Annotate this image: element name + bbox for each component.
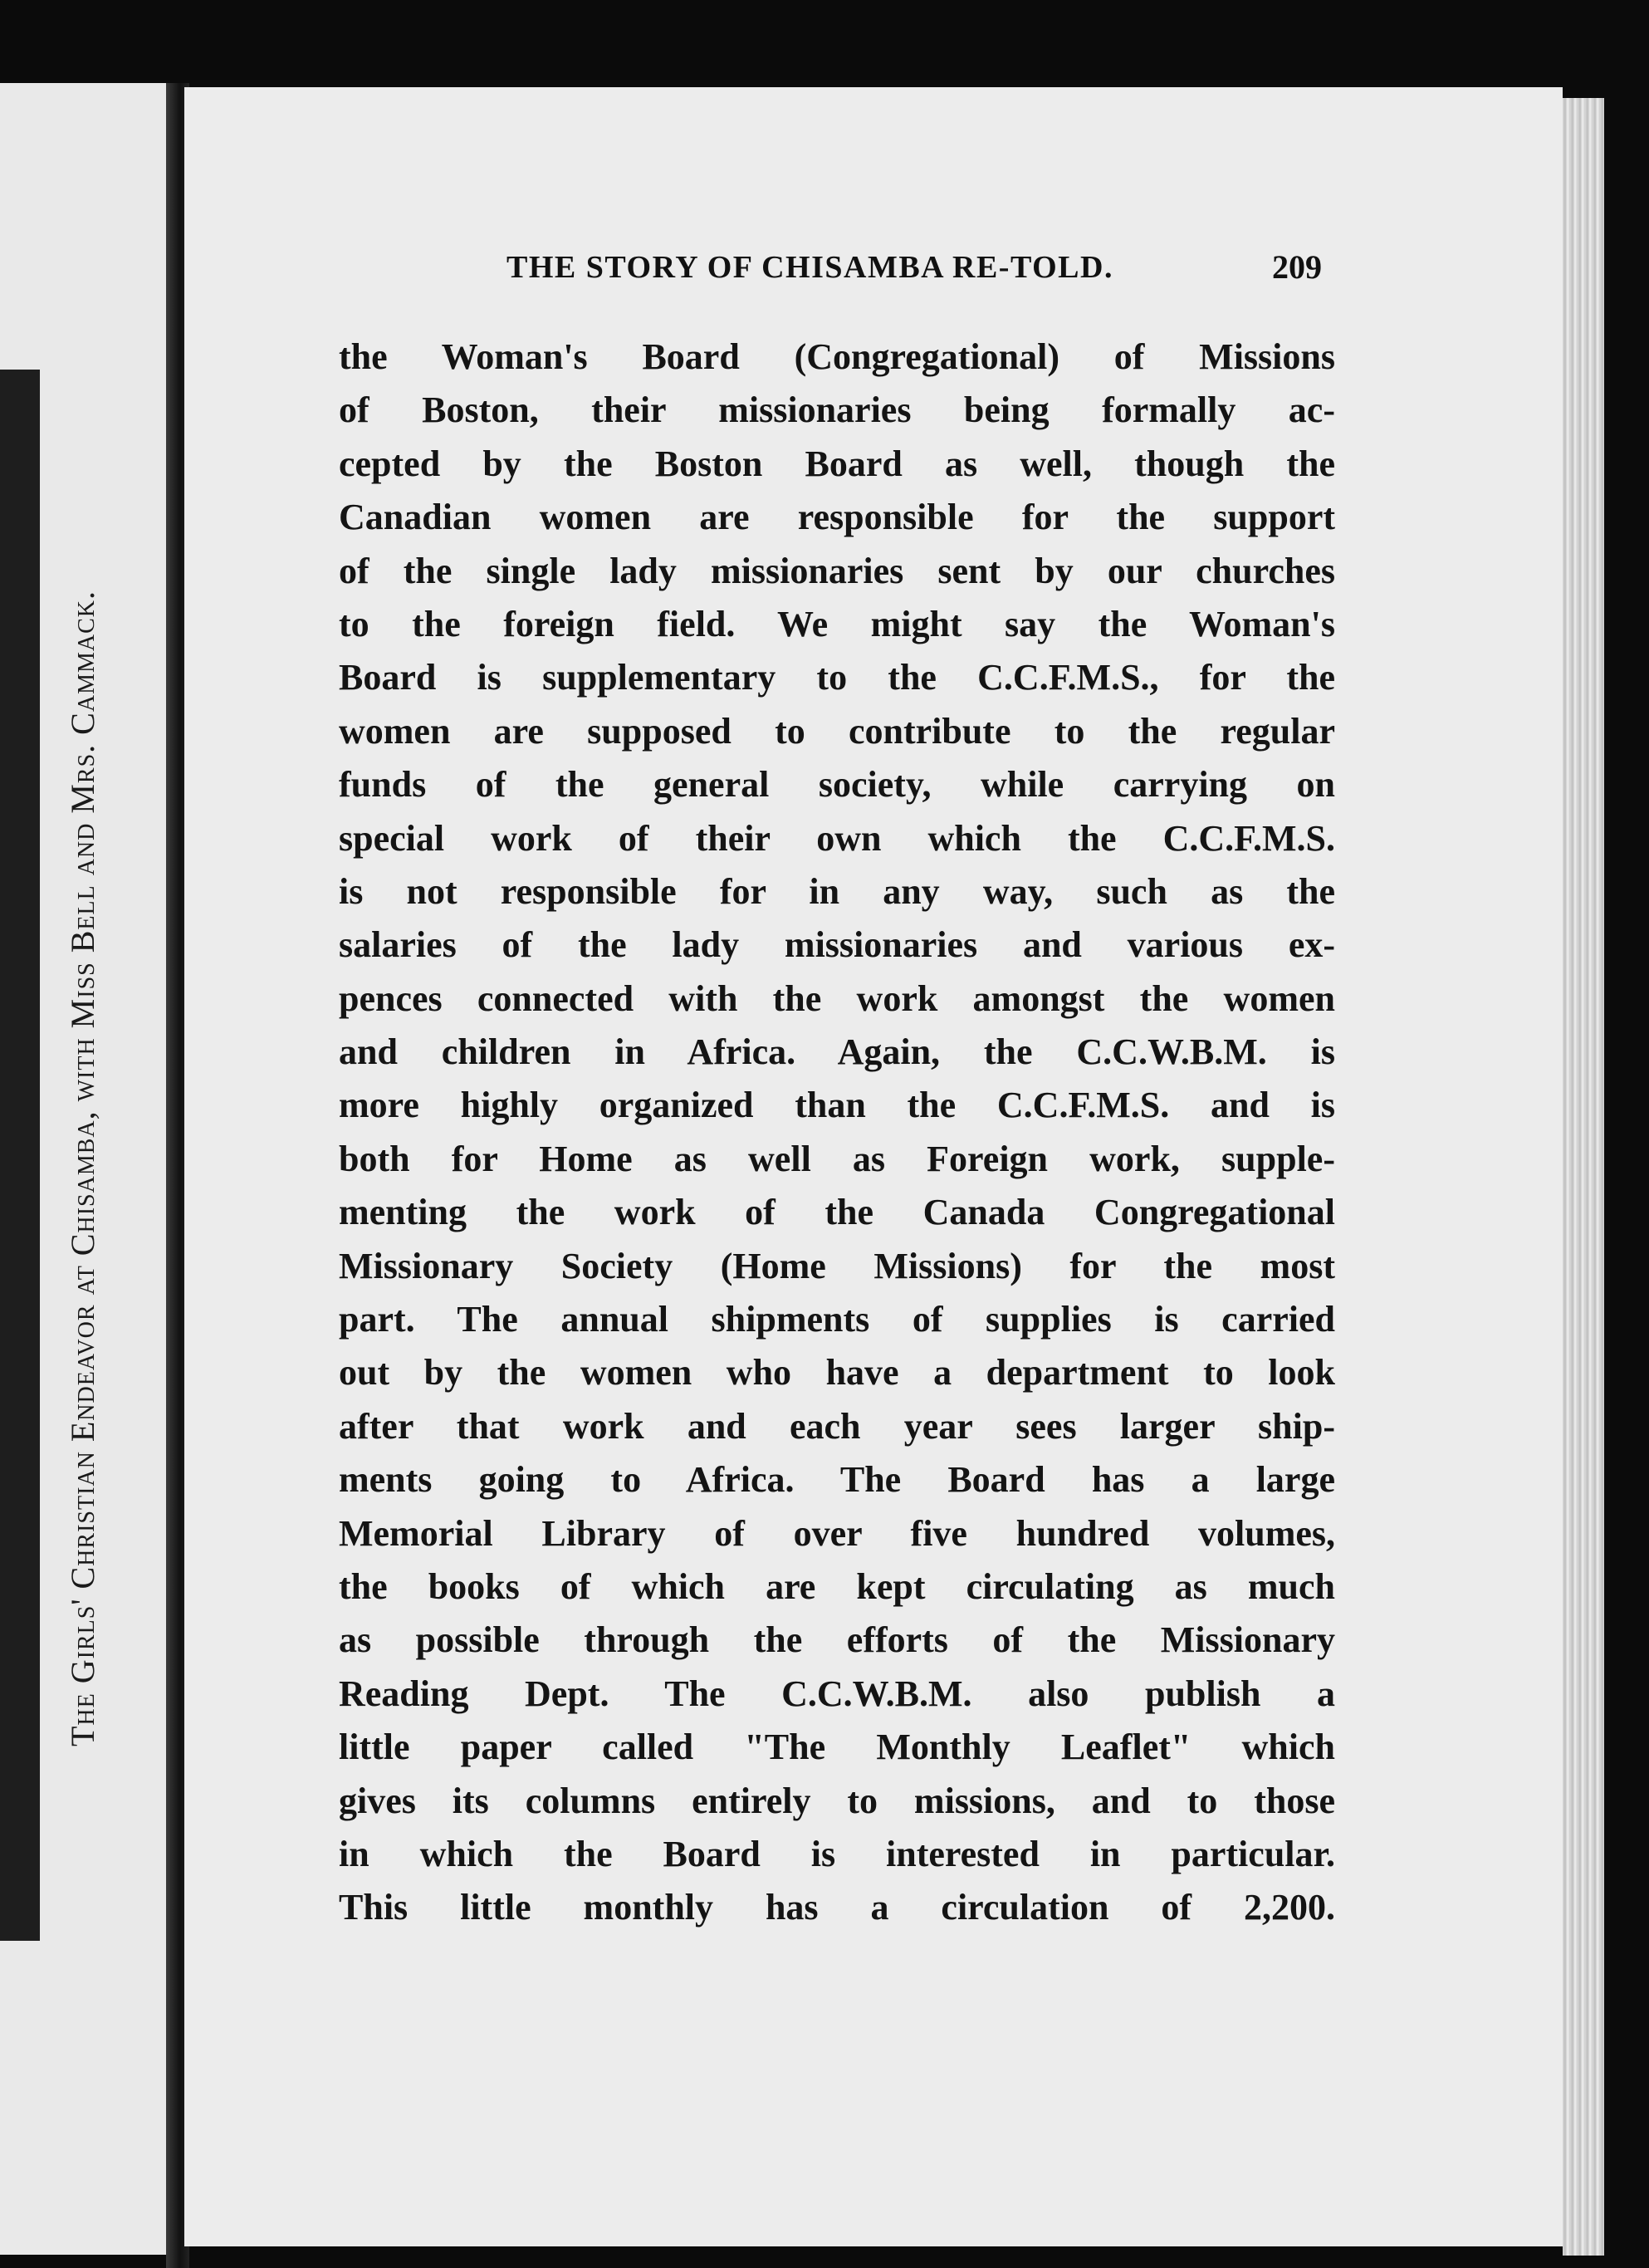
text-line: the Woman's Board (Congregational) of Missions [339, 336, 1335, 377]
text-line: more highly organized than the C.C.F.M.S. and is [339, 1085, 1335, 1126]
text-line: and children in Africa. Again, the C.C.W.B.M. is [339, 1031, 1335, 1073]
text-line: of Boston, their missionaries being formally ac- [339, 389, 1335, 431]
page-number: 209 [1272, 248, 1322, 286]
text-line: menting the work of the Canada Congregational [339, 1192, 1335, 1233]
text-line: Board is supplementary to the C.C.F.M.S., for the [339, 657, 1335, 698]
text-line: women are supposed to contribute to the regular [339, 710, 1335, 752]
text-line: Canadian women are responsible for the support [339, 497, 1335, 538]
text-line: the books of which are kept circulating as much [339, 1565, 1335, 1607]
text-line: Missionary Society (Home Missions) for the most [339, 1245, 1335, 1286]
text-line: is not responsible for in any way, such as the [339, 870, 1335, 912]
facing-page-photo-edge [0, 370, 40, 1941]
text-line: special work of their own which the C.C.F.M.S. [339, 817, 1335, 859]
rotated-plate-caption: The Girls' Christian Endeavor at Chisamba, with Miss Bell and Mrs. Cammack. [64, 590, 101, 1746]
text-line: as possible through the efforts of the Missionary [339, 1619, 1335, 1661]
text-line: This little monthly has a circulation of 2,200. [339, 1887, 1335, 1928]
page-stack-edge [1563, 98, 1604, 2256]
running-head: THE STORY OF CHISAMBA RE-TOLD. [506, 250, 1113, 285]
text-line: in which the Board is interested in particular. [339, 1833, 1335, 1874]
text-line: to the foreign field. We might say the Woman's [339, 603, 1335, 644]
text-line: both for Home as well as Foreign work, supple- [339, 1138, 1335, 1179]
text-line: cepted by the Boston Board as well, though the [339, 443, 1335, 484]
text-line: Reading Dept. The C.C.W.B.M. also publish a [339, 1673, 1335, 1714]
text-line: salaries of the lady missionaries and various ex- [339, 924, 1335, 966]
text-line: part. The annual shipments of supplies is carried [339, 1299, 1335, 1340]
body-text [339, 331, 1335, 1935]
text-line: funds of the general society, while carrying on [339, 764, 1335, 806]
text-line: Memorial Library of over five hundred volumes, [339, 1512, 1335, 1554]
text-line: ments going to Africa. The Board has a large [339, 1459, 1335, 1501]
text-line: little paper called "The Monthly Leaflet" which [339, 1727, 1335, 1768]
text-line: pences connected with the work amongst the women [339, 977, 1335, 1019]
text-line: after that work and each year sees larger ship- [339, 1405, 1335, 1447]
text-line: out by the women who have a department to look [339, 1352, 1335, 1394]
text-line: gives its columns entirely to missions, and to those [339, 1780, 1335, 1821]
text-line: of the single lady missionaries sent by our churches [339, 550, 1335, 591]
